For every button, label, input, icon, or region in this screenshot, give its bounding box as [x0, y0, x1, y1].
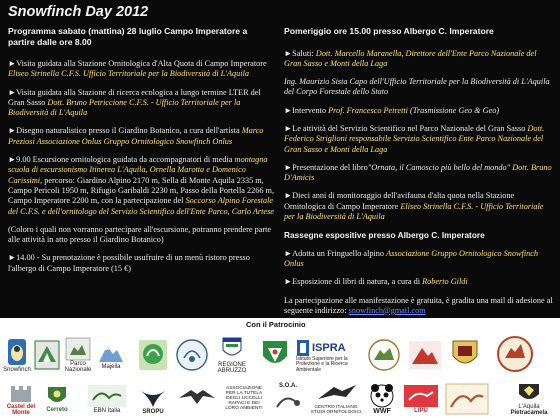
- wwf-logo: WWF: [366, 380, 398, 418]
- abruzzo-crest-icon: [220, 336, 244, 362]
- program-item: ►9.00 Escursione ornitologica guidata da accompagnatori di media montagna scuola di escursionismo Itinerea L'Aquila, Ornella Marotta e Domenico Carissimi, percorso: Giardino Alpino 2170 m, Sella di Monte Aquila 2335 m, Campo Pericoli 1950 m, Rifugio Garibaldi 2230 m, Passo della Portella 2266 m, Campo Imperatore 2200 m, con la partecipazione del Soccorso Alpino Forestale del C.F.S. e dell'ornitologo del Servizio Scientifico dell'Ente Parco, Carlo Artese: [8, 155, 275, 216]
- lipu-bird-icon: [403, 384, 439, 408]
- panda-icon: [369, 383, 395, 409]
- ciso-logo: CENTRO ITALIANO STUDI ORNITOLOGICI: [310, 378, 362, 418]
- ciso-bird-icon: [312, 381, 360, 405]
- castel-del-monte-logo: Castel del Monte: [4, 380, 38, 418]
- red-seal-logo: [492, 332, 538, 376]
- park-crest-icon: [34, 340, 60, 370]
- deer-icon: [65, 337, 91, 361]
- lanner-falcon-logo: [444, 380, 490, 418]
- shield-coat-of-arms-logo: [446, 336, 484, 374]
- regione-emblem-logo: [256, 336, 294, 374]
- poster-title: Snowfinch Day 2012: [8, 4, 149, 20]
- ebn-bird-icon: [87, 384, 127, 408]
- castle-icon: [7, 382, 35, 404]
- program-note: (Coloro i quali non vorranno partecipare all'escursione, potranno prendere parte alle attività in atto presso il Giardino Botanico): [8, 224, 272, 245]
- ispra-mark-icon: [296, 339, 310, 357]
- snowfinch-logo-icon: [6, 337, 28, 367]
- program-item: ►14.00 - Su prenotazione è possibile usufruire di un menù ristoro presso l'albergo di Campo Imperatore (15 €): [8, 253, 250, 273]
- program-item: ►Disegno naturalistico presso il Giardino Botanico, a cura dell'artista Marco Preziosi Associazione Onlus Gruppo Ornitologico Snowfinch Onlus: [8, 126, 264, 146]
- seal-icon: [175, 338, 209, 372]
- afternoon-program-column: [284, 26, 554, 324]
- program-item: ►Visita guidata alla Stazione Ornitologica d'Alta Quota di Campo Imperatore Eliseo Strinella C.F.S. Ufficio Territoriale per la Biodiversità di L'Aquila: [8, 59, 267, 79]
- program-item: ►Intervento Prof. Francesco Petretti (Trasmissione Geo & Geo): [284, 105, 500, 115]
- exhibition-item: ►Adotta un Fringuello alpino Associazione Gruppo Ornitologico Snowfinch Onlus: [284, 248, 539, 268]
- cerreto-crest-icon: [45, 385, 69, 407]
- lipu-logo: LIPU: [402, 380, 440, 418]
- soa-bird-icon: [273, 389, 303, 413]
- program-item: ►Presentazione del libro"Ornata, il Camoscio più bello del mondo" Dott. Bruno D'Amicis: [284, 162, 552, 183]
- program-item: ►Visita guidata alla Stazione di ricerca ecologica a lungo termine LTER del Gran Sasso Dott. Bruno Petriccione C.F.S. - Ufficio Territoriale per la Biodiversità di L'Aquila: [8, 87, 261, 118]
- eagle-crest-icon: [516, 382, 542, 404]
- regional-green-logo: [136, 336, 170, 374]
- parco-nazionale-logo: Parco Nazionale: [64, 336, 92, 374]
- ebn-italia-logo: EBN Italia: [84, 380, 130, 418]
- morning-program-column: [8, 26, 276, 282]
- sponsor-logos-panel: [0, 318, 560, 419]
- soa-logo: S.O.A.: [270, 378, 306, 418]
- snowfinch-association-logo: Snowfinch: [6, 336, 28, 374]
- swallow-icon: [139, 381, 167, 409]
- program-note: Ing. Maurizio Sista Capo dell'Ufficio Territoriale per la Biodiversità di L'Aquila del Corpo Forestale dello Stato: [284, 77, 550, 97]
- email-link[interactable]: snowfinch@gmail.com: [348, 305, 426, 315]
- red-mountain-icon: [408, 340, 442, 370]
- raptor-association-logo: ASSOCIAZIONE PER LA TUTELA DEGLI UCCELLI RAPACI E DEI LORO AMBIENTI: [225, 385, 263, 411]
- raptor-icon: [177, 382, 217, 414]
- afternoon-heading: Pomeriggio ore 15.00 presso Albergo C. Imperatore: [284, 26, 494, 36]
- coat-of-arms-icon: [450, 338, 480, 372]
- patronage-label: Con il Patrocinio: [246, 320, 306, 329]
- green-shield-icon: [260, 338, 290, 372]
- circular-seal-logo: [174, 336, 210, 374]
- sropu-logo: SROPU: [138, 378, 168, 418]
- closing-text: La partecipazione alle manifestazione è gratuita, è gradita una mail di adesione al seguente indirizzo: snowfinch@gmail.com: [284, 295, 553, 315]
- parco-nazionale-gran-sasso-logo: [34, 336, 60, 374]
- program-item: ►Le attività del Servizio Scientifico nel Parco Nazionale del Gran Sasso Dott. Federico Striglioni responsabile Servizio Scientifico Ente Parco Nazionale del Gran Sasso e Monti della Laga: [284, 123, 545, 154]
- red-seal-icon: [493, 334, 537, 374]
- riserva-naturale-logo: [364, 336, 404, 374]
- program-item: ►Dieci anni di monitoraggio dell'avifauna d'alta quota nella Stazione Ornitologica di Campo Imperatore Eliseo Strinella C.F.S. - Ufficio Territoriale per la Biodiversità di L'Aquila: [284, 191, 544, 222]
- raptor-protection-logo: [176, 378, 218, 418]
- falcon-art-icon: [445, 383, 489, 415]
- ispra-brand: ISPRA: [296, 339, 346, 357]
- majella-park-logo: Majella: [96, 336, 126, 374]
- laquila-pietracamela-logo: L'Aquila Pietracamela: [502, 380, 556, 418]
- exhibitions-heading: Rassegne espositive presso Albergo C. Imperatore: [284, 230, 485, 241]
- regione-abruzzo-logo: REGIONE ABRUZZO: [214, 336, 250, 374]
- regional-park-logo: [408, 336, 442, 374]
- majella-mountain-icon: [97, 340, 125, 364]
- ispra-logo: ISPRA Istituto Superiore per la Protezione e la Ricerca Ambientale: [296, 338, 356, 374]
- green-emblem-icon: [137, 338, 169, 372]
- nature-reserve-circle-icon: [364, 338, 404, 372]
- exhibition-item: ►Esposizione di libri di natura, a cura di Roberto Gildi: [284, 277, 468, 287]
- cerreto-logo: Cerreto: [40, 380, 74, 418]
- morning-heading: Programma sabato (mattina) 28 luglio Campo Imperatore a partire dalle ore 8.00: [8, 26, 248, 47]
- program-item: ►Saluti: Dott. Marcello Maranella, Direttore dell'Ente Parco Nazionale del Gran Sasso e Monti della Laga: [284, 48, 537, 68]
